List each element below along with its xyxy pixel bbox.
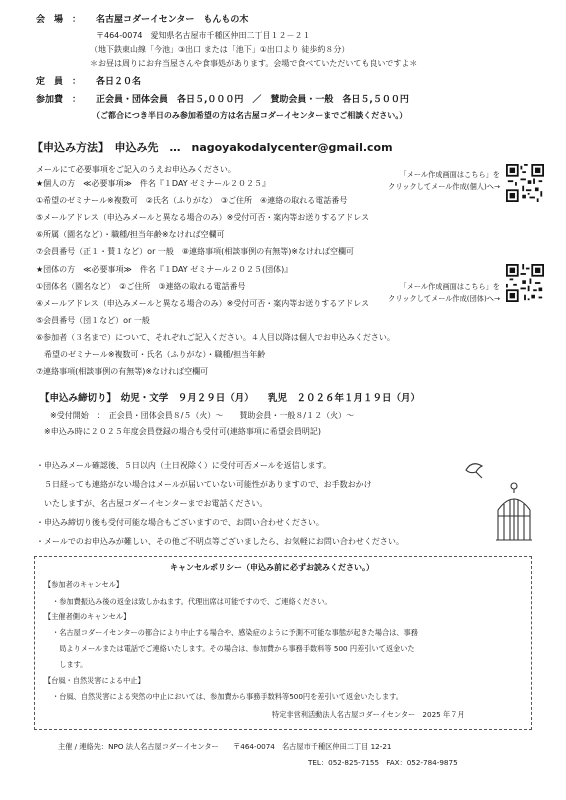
- deadline-heading: 【申込み締切り】 幼児・文学 ９月２９日（月） 乳児 ２０２６年１月１９日（月）: [40, 393, 421, 404]
- venue-address: 〒464-0074 愛知県名古屋市千種区仲田二丁目１２－２１: [96, 31, 311, 40]
- individual-title: ★個人の方 ≪必要事項≫ 件名『１DAY ゼミナール２０２５』: [36, 179, 271, 188]
- group-item: ①団体名（園名など） ②ご住所 ③連絡の取れる電話番号: [36, 282, 246, 291]
- cancel-section-typhoon: 【台風・自然災害による中止】: [44, 676, 145, 685]
- cancel-signature: 特定非営利活動法人名古屋コダーイセンター 2025 年７月: [272, 710, 465, 719]
- venue-label: 会 場 ：: [36, 15, 82, 25]
- group-item: ⑥参加者（３名まで）について、それぞれご記入ください。４人目以降は個人でお申込みください。: [36, 333, 395, 342]
- capacity-label: 定 員 ：: [36, 77, 82, 87]
- venue-note: ＊お昼は周りにお弁当屋さんや食事処があります。会場で食べていただいても良いですよ＊: [90, 59, 418, 68]
- group-item: ④メールアドレス（申込みメールと異なる場合のみ）※受付可否・案内等お送りするアドレス: [36, 299, 370, 308]
- cancel-organizer-item: ・名古屋コダーイセンターの都合により中止する場合や、感染症のように予測不可能な事態が起きた場合は、事務: [52, 628, 418, 637]
- individual-item: ⑥所属（園名など）・職種/担当年齢※なければ空欄可: [36, 230, 225, 239]
- footer-contact: 主催 / 連絡先：NPO 法人名古屋コダーイセンター 〒464-0074 名古屋市千種区仲田二丁目 12-21: [58, 742, 392, 751]
- fee-note: （ご都合につき半日のみ参加希望の方は名古屋コダーイセンターまでご相談ください。）: [92, 111, 408, 120]
- qr-note-individual-2: クリックしてメール作成(個人)へ→: [388, 182, 500, 191]
- deadline-line-1: ※受付開始 ： 正会員・団体会員８/５（火）～ 賛助会員・一般８/１２（火）～: [50, 411, 355, 420]
- venue-name: 名古屋コダーイセンター もんもの木: [96, 15, 249, 25]
- qr-code-group[interactable]: [506, 264, 544, 302]
- qr-note-individual-1: 「メール作成画面はこちら」を: [399, 170, 500, 179]
- cancel-participant-item: ・参加費振込み後の返金は致しかねます。代理出席は可能ですので、ご連絡ください。: [52, 597, 332, 606]
- capacity-value: 各日２０名: [96, 77, 142, 87]
- birdcage-illustration: [452, 450, 538, 546]
- group-item: 希望のゼミナール※複数可・氏名（ふりがな）・職種/担当年齢: [36, 350, 266, 359]
- notice-item: いたしますが、名古屋コダーイセンターまでお電話ください。: [36, 499, 268, 508]
- group-item: ⑤会員番号（団１など）or 一般: [36, 316, 150, 325]
- footer-phone-fax: TEL：052-825-7155 FAX：052-784-9875: [308, 758, 458, 767]
- individual-item: ⑦会員番号（正１・賛１など）or 一般 ⑧連絡事項(相談事例の有無等)※なければ空欄可: [36, 247, 355, 256]
- qr-code-individual[interactable]: [506, 164, 544, 202]
- notice-item: ・メールでのお申込みが難しい、その他ご不明点等ございましたら、お気軽にお問い合わせください。: [36, 537, 404, 546]
- cancel-title: キャンセルポリシー（申込み前に必ずお読みください。）: [170, 563, 374, 572]
- fee-value: 正会員・団体会員 各日５,０００円 ／ 賛助会員・一般 各日５,５００円: [96, 95, 409, 105]
- notice-item: ５日経っても連絡がない場合はメールが届いていない可能性がありますので、お手数おかけ: [36, 480, 372, 489]
- apply-heading: 【申込み方法】 申込み先 … nagoyakodalycenter@gmail.com: [32, 141, 393, 154]
- cancel-section-participant: 【参加者のキャンセル】: [44, 580, 124, 589]
- deadline-line-2: ※申込み時に２０２５年度会員登録の場合も受付可(連絡事項に希望会員明記): [44, 427, 321, 436]
- fee-label: 参加費 ：: [36, 95, 82, 105]
- venue-access: （地下鉄東山線「今池」③出口 または「池下」①出口より 徒歩約８分）: [90, 45, 350, 54]
- cancel-typhoon-item: ・台風、自然災害による突然の中止においては、参加費から事務手数料等500円を差引いて返金いたします。: [52, 692, 403, 701]
- notice-item: ・申込み締切り後も受付可能な場合もございますので、お問い合わせください。: [36, 518, 324, 527]
- group-item: ⑦連絡事項(相談事例の有無等)※なければ空欄可: [36, 367, 209, 376]
- qr-note-group-2: クリックしてメール作成(団体)へ→: [388, 294, 500, 303]
- individual-item: ⑤メールアドレス（申込みメールと異なる場合のみ）※受付可否・案内等お送りするアドレス: [36, 213, 370, 222]
- cancel-section-organizer: 【主催者側のキャンセル】: [44, 612, 131, 621]
- individual-item: ①希望のゼミナール※複数可 ②氏名（ふりがな） ③ご住所 ④連絡の取れる電話番号: [36, 196, 348, 205]
- group-title: ★団体の方 ≪必要事項≫ 件名『１DAY ゼミナール２０２５(団体)』: [36, 265, 293, 274]
- notice-item: ・申込みメール確認後、５日以内（土日祝除く）に受付可否メールを返信します。: [36, 461, 332, 470]
- cancel-organizer-item: します。: [52, 660, 88, 669]
- cancel-organizer-item: 局よりメールまたは電話でご連絡いたします。その場合は、参加費から事務手数料等 500 円差引いて返金いた: [52, 644, 415, 653]
- qr-note-group-1: 「メール作成画面はこちら」を: [399, 282, 500, 291]
- apply-intro: メールにて必要事項をご記入のうえお申込みください。: [36, 165, 236, 174]
